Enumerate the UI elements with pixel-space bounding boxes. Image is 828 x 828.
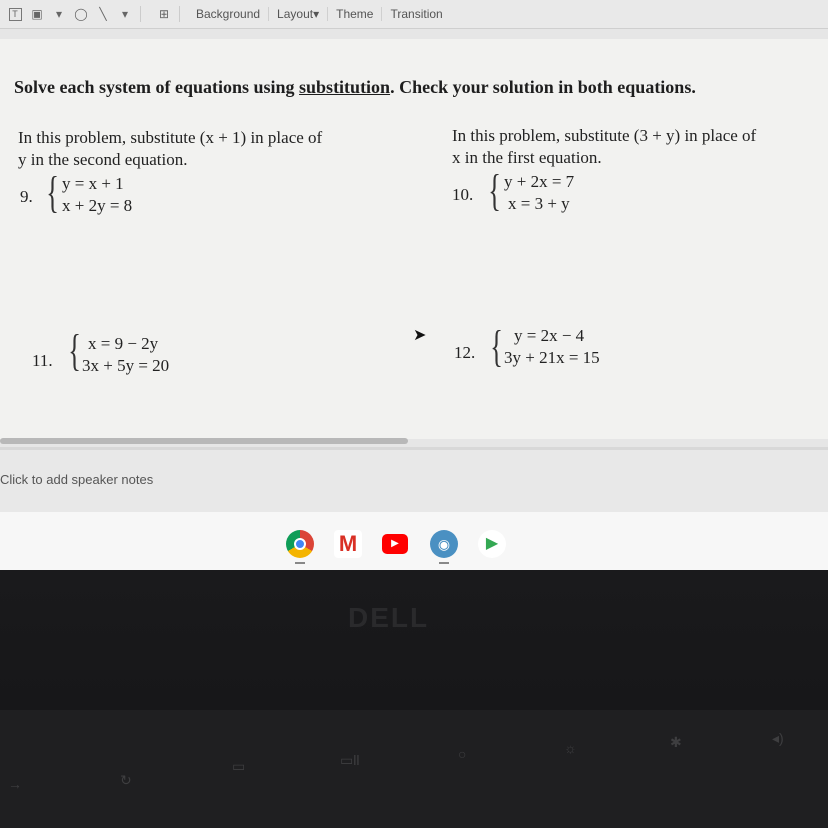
problem-11-system (82, 333, 169, 377)
slide-title (14, 77, 696, 98)
chevron-down-icon[interactable]: ▾ (121, 7, 129, 21)
right-instruction-line1: In this problem, substitute (3 + y) in place of (452, 126, 757, 145)
layout-label: Layout (277, 7, 314, 21)
problem-10-eq1: y + 2x = 7 (504, 172, 575, 191)
title-underlined-word: substitution (299, 77, 391, 97)
brace-icon: { (488, 166, 501, 215)
gmail-icon[interactable]: M (334, 530, 362, 558)
laptop-bezel (0, 570, 828, 828)
problem-12-system (504, 325, 600, 369)
running-indicator (295, 562, 305, 564)
problem-11-number: 11. (32, 351, 53, 370)
keyboard-area (0, 710, 828, 828)
right-instruction-line2: x in the first equation. (452, 148, 602, 167)
problem-11-eq1: x = 9 − 2y (88, 334, 159, 353)
textbox-icon[interactable]: T (8, 7, 22, 21)
problem-9-system (62, 173, 132, 217)
fullscreen-icon: ▭ (232, 758, 246, 774)
problem-11-eq2: 3x + 5y = 20 (82, 356, 170, 375)
title-text-part1: Solve each system of equations using (14, 77, 300, 97)
background-button[interactable]: Background (188, 7, 269, 21)
shape-icon[interactable]: ◯ (74, 7, 88, 21)
slides-toolbar (0, 0, 828, 29)
chevron-down-icon[interactable]: ▾ (55, 7, 63, 21)
problem-9-eq2: x + 2y = 8 (62, 196, 133, 215)
layout-button[interactable] (269, 7, 328, 21)
left-instruction-line1: In this problem, substitute (x + 1) in place of (18, 128, 323, 147)
line-icon[interactable]: ╲ (99, 7, 107, 21)
speaker-notes-placeholder: Click to add speaker notes (0, 472, 154, 487)
speaker-notes-panel[interactable] (0, 450, 828, 512)
toolbar-divider (140, 6, 141, 22)
problem-12-eq2: 3y + 21x = 15 (504, 348, 600, 367)
image-icon[interactable]: ▣ (31, 7, 43, 21)
problem-9-eq1: y = x + 1 (62, 174, 124, 193)
mouse-cursor-icon: ➤ (413, 327, 427, 344)
volume-icon: ◂) (772, 730, 784, 746)
left-instruction (18, 127, 322, 171)
overview-icon: ▭ll (340, 752, 360, 768)
brightness-down-icon: ○ (458, 746, 467, 762)
brace-icon: { (68, 326, 81, 375)
problem-10-system (504, 171, 574, 215)
play-store-icon[interactable]: ▶ (478, 530, 506, 558)
slide[interactable] (0, 39, 828, 439)
dell-logo: DELL (348, 602, 430, 633)
transition-button[interactable]: Transition (390, 7, 443, 21)
comment-icon[interactable]: ⊞ (158, 7, 170, 21)
title-text-part2: . Check your solution in both equations. (390, 77, 696, 97)
brightness-up-icon: ☼ (564, 740, 577, 756)
chrome-icon[interactable] (286, 530, 314, 558)
chevron-down-icon: ▾ (313, 7, 320, 21)
refresh-icon: ↻ (120, 772, 132, 788)
youtube-icon[interactable]: ▶ (382, 534, 408, 554)
left-instruction-line2: y in the second equation. (18, 150, 188, 169)
problem-10-eq2: x = 3 + y (508, 194, 570, 213)
right-instruction (452, 125, 756, 169)
running-indicator (439, 562, 449, 564)
slide-canvas (0, 29, 828, 449)
problem-9-number: 9. (20, 187, 33, 206)
camera-icon[interactable]: ◉ (430, 530, 458, 558)
mute-icon: ✱ (670, 734, 682, 750)
theme-button[interactable]: Theme (328, 7, 382, 21)
back-arrow-icon: → (8, 776, 22, 792)
problem-12-number: 12. (454, 343, 476, 362)
problem-10-number: 10. (452, 185, 474, 204)
chromeos-shelf (0, 512, 828, 570)
horizontal-scrollbar[interactable] (0, 438, 408, 444)
toolbar-divider (179, 6, 180, 22)
brace-icon: { (46, 168, 59, 217)
brace-icon: { (490, 322, 503, 371)
problem-12-eq1: y = 2x − 4 (514, 326, 585, 345)
